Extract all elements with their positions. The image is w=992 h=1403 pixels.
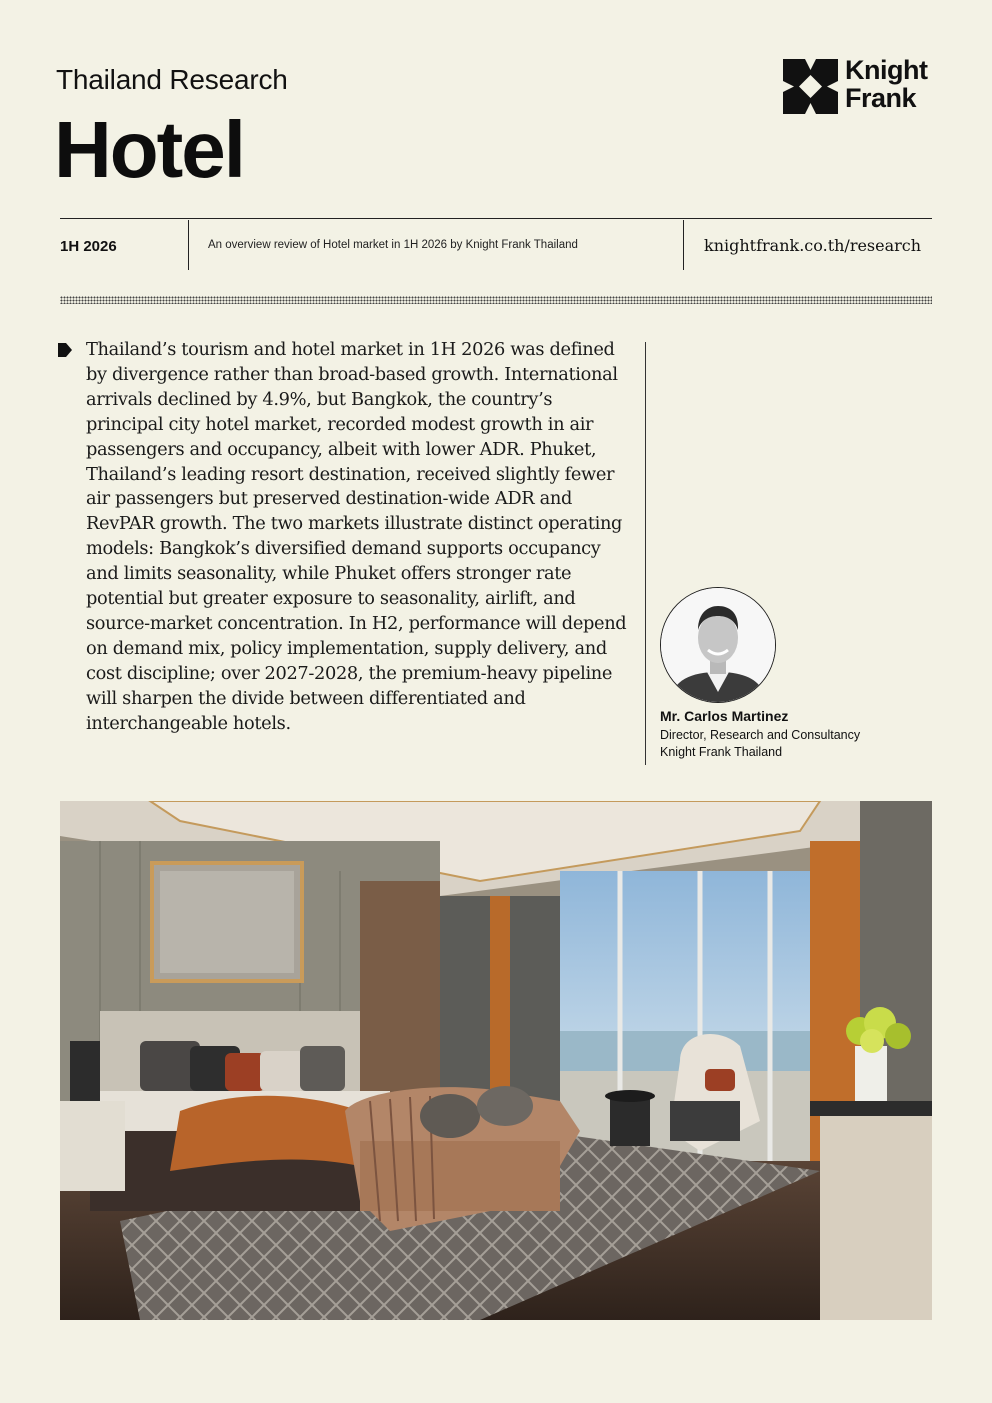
logo-mark-icon	[783, 59, 838, 114]
logo-word-knight: Knight	[845, 55, 928, 85]
logo-wordmark	[845, 56, 927, 112]
knight-frank-logo[interactable]	[783, 55, 933, 116]
column-divider	[645, 342, 646, 765]
research-link[interactable]: knightfrank.co.th/research	[704, 236, 922, 255]
dotted-divider	[60, 296, 932, 304]
report-description: An overview review of Hotel market in 1H 2026 by Knight Frank Thailand	[208, 239, 578, 251]
author-title: Director, Research and Consultancy	[660, 728, 861, 742]
meta-separator	[683, 220, 684, 270]
series-label: Thailand Research	[56, 64, 288, 95]
hotel-room-photo	[60, 801, 932, 1320]
author-company: Knight Frank Thailand	[660, 745, 783, 759]
arrow-bullet-icon	[58, 343, 72, 357]
meta-separator	[188, 220, 189, 270]
person-photo-icon	[661, 588, 775, 702]
report-period: 1H 2026	[60, 238, 117, 255]
author-name: Mr. Carlos Martinez	[660, 708, 789, 724]
summary-paragraph: Thailand’s tourism and hotel market in 1H 2026 was defined by divergence rather than broad-based growth. International arrivals declined by 4.9%, but Bangkok, the country’s principal city hotel market, recorded modest growth in air passengers and occupancy, albeit with lower ADR. Phuket, Thailand’s leading resort destination, received slightly fewer air passengers but preserved destination-wide ADR and RevPAR growth. The two markets illustrate distinct operating models: Bangkok’s diversified demand supports occupancy and limits seasonality, while Phuket offers stronger rate potential but greater exposure to seasonality, airlift, and source-market concentration. In H2, performance will depend on demand mix, policy implementation, supply delivery, and cost discipline; over 2027-2028, the premium-heavy pipeline will sharpen the divide between differentiated and interchangeable hotels.	[86, 339, 627, 734]
logo-word-frank: Frank	[845, 83, 917, 113]
header-divider	[60, 218, 932, 219]
page-title: Hotel	[54, 105, 244, 194]
author-portrait	[660, 587, 776, 703]
hotel-bedroom-image	[60, 801, 932, 1320]
